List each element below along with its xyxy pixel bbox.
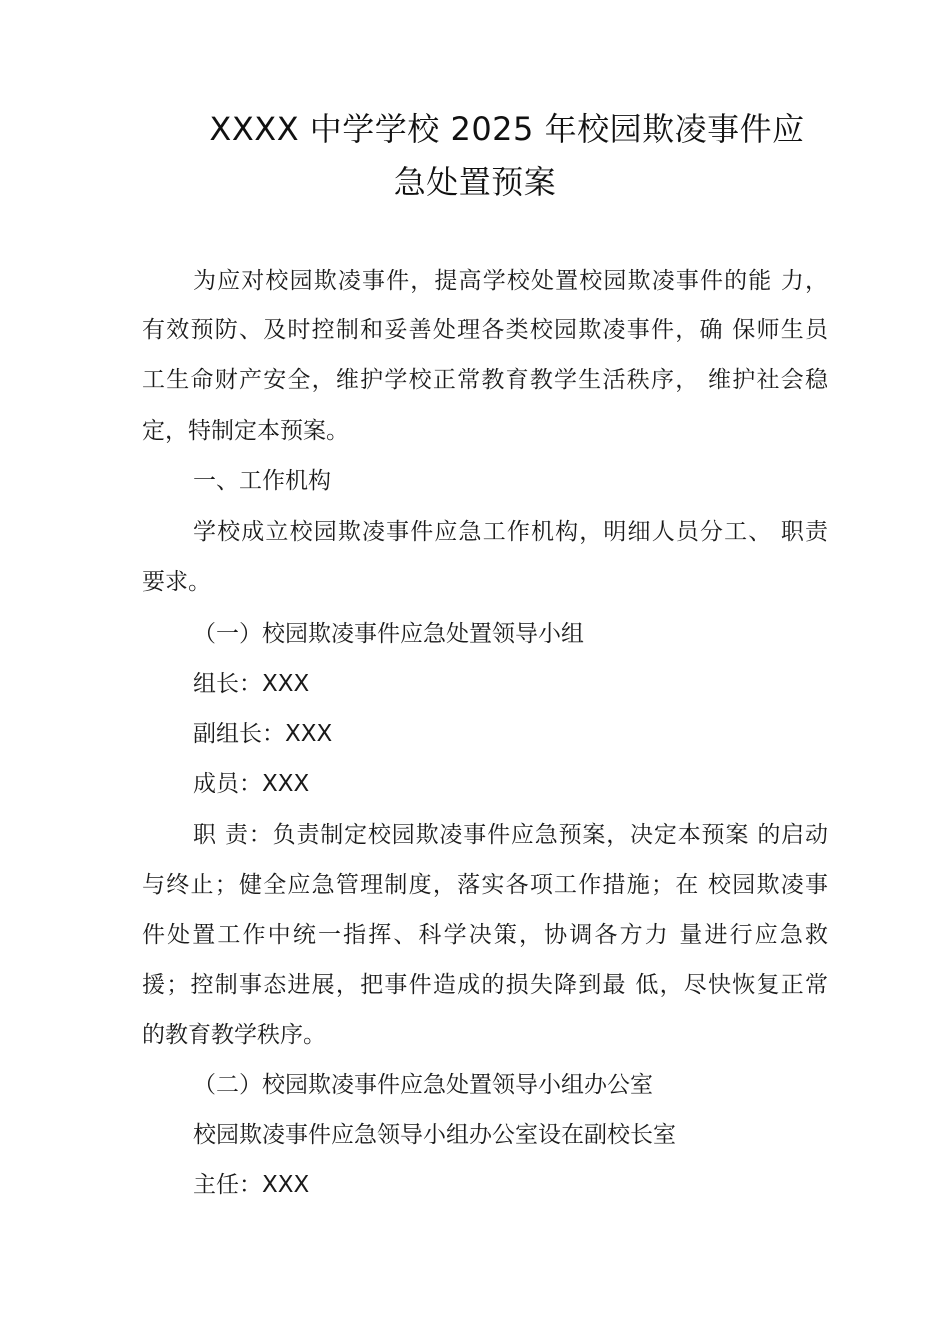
paragraph-line: 件处置工作中统一指挥、科学决策，协调各方力 量进行应急救 [142,922,828,948]
paragraph-line: 学校成立校园欺凌事件应急工作机构，明细人员分工、 职责 [193,519,828,545]
section-heading: 一、工作机构 [193,468,331,494]
paragraph-line: 为应对校园欺凌事件，提高学校处置校园欺凌事件的能 力， [193,268,828,294]
paragraph-line: 的教育教学秩序。 [142,1022,326,1048]
paragraph-line: 有效预防、及时控制和妥善处理各类校园欺凌事件，确 保师生员 [142,317,828,343]
document-title-line-1: XXXX 中学学校 2025 年校园欺凌事件应 [209,110,805,148]
paragraph-line: 工生命财产安全，维护学校正常教育教学生活秩序， 维护社会稳 [142,367,828,393]
paragraph-line: 校园欺凌事件应急领导小组办公室设在副校长室 [193,1122,676,1148]
team-leader-line: 组长：XXX [193,671,310,697]
paragraph-line: 职 责：负责制定校园欺凌事件应急预案，决定本预案 的启动 [193,822,828,848]
members-line: 成员：XXX [193,771,310,797]
paragraph-line: 定，特制定本预案。 [142,418,349,444]
deputy-leader-line: 副组长：XXX [193,721,333,747]
paragraph-line: 援；控制事态进展，把事件造成的损失降到最 低，尽快恢复正常 [142,972,828,998]
subsection-heading: （二）校园欺凌事件应急处置领导小组办公室 [193,1072,653,1098]
paragraph-line: 要求。 [142,569,211,595]
subsection-heading: （一）校园欺凌事件应急处置领导小组 [193,621,584,647]
document-title-line-2: 急处置预案 [393,163,557,201]
director-line: 主任：XXX [193,1172,310,1198]
paragraph-line: 与终止；健全应急管理制度，落实各项工作措施；在 校园欺凌事 [142,872,828,898]
